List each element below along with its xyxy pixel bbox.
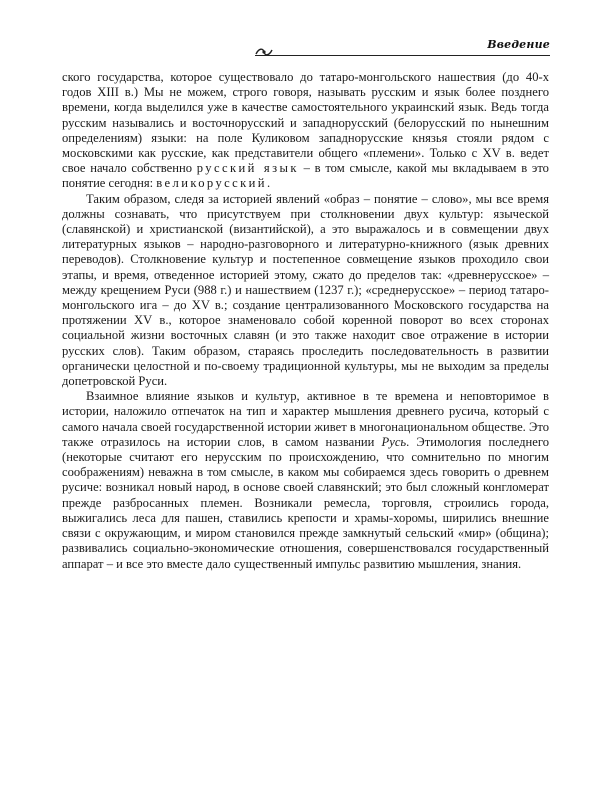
- flourish-ornament-icon: [255, 45, 273, 59]
- section-title: Введение: [487, 38, 550, 51]
- paragraph-3: [62, 389, 549, 571]
- paragraph-3-part-1: Взаимное влияние языков и культур, активное в те времена и неповторимое в истории, наложило отпечаток на тип и характер мышления древнего русича, который с самого начала своей государственной истории живет в многонациональном обществе. Это также отразилось на истории слов, в самом названии: [62, 389, 549, 449]
- header-rule: [255, 55, 550, 56]
- paragraph-3-part-2: . Этимология последнего (некоторые считают его нерусским по происхождению, что сомнительно по многим соображениям) неважна в том смысле, в каком мы собираемся здесь говорить о древнем русиче: возникал новый народ, в основе своей славянский; это был сложный конгломерат прежде разбросанных племен. Возникали ремесла, торговля, строились города, выжигались леса для пашен, ставились крепости и храмы-хоромы, ширились внешние связи с окружающим, и миром становился прежде замкнутый сельский «мир» (община); развивались социально-экономические отношения, совершенствовался государственный аппарат – и все это вместе дало существенный импульс развитию мышления, знания.: [62, 434, 549, 571]
- term-rus: Русь: [381, 434, 407, 449]
- paragraph-1-part-2: – в том смысле, какой мы вкладываем в это понятие сегодня:: [62, 161, 549, 191]
- paragraph-1: [62, 70, 549, 192]
- term-velikorusskiy: великорусский: [156, 176, 267, 191]
- running-head: [255, 40, 550, 60]
- paragraph-2: Таким образом, следя за историей явлений «образ – понятие – слово», мы все время должны сознавать, что присутствуем при столкновении двух культур: языческой (славянской) и христианской (византийской), а это выражалось и в совмещении двух литературных языков – народно-разговорного и литературно-книжного (язык древних переводов). Столкновение культур и постепенное совмещение языков проходило свои этапы, и время, отведенное историей этому, сжато до пределов так: «древнерусское» – между крещением Руси (988 г.) и нашествием (1237 г.); «среднерусское» – период татаро-монгольского ига – до XV в.; создание централизованного Московского государства на протяжении XV в., которое знаменовало собой коренной поворот во всех сторонах социальной жизни восточных славян (и это также находит свое отражение в истории русских слов). Таким образом, стараясь проследить последовательность в развитии органически целостной и по-своему традиционной культуры, мы не выходим за пределы допетровской Руси.: [62, 191, 549, 389]
- term-russkiy-yazyk: русский язык: [196, 161, 299, 176]
- paragraph-1-end: .: [266, 176, 271, 191]
- paragraph-1-part-1: ского государства, которое существовало до татаро-монгольского нашествия (до 40-х годов XIII в.) Мы не можем, строго говоря, называть русским и язык более позднего времени, когда выделился уже в качестве самостоятельного украинский язык. Ведь тогда русским назывались и восточнорусский и западнорусский (белорусский по нынешним определениям) языки: на поле Куликовом западнорусские князья стояли рядом с московскими как русские, как представители общего «племени». Только с XV в. ведет свое начало собственно: [62, 70, 549, 176]
- body-text: [62, 70, 549, 572]
